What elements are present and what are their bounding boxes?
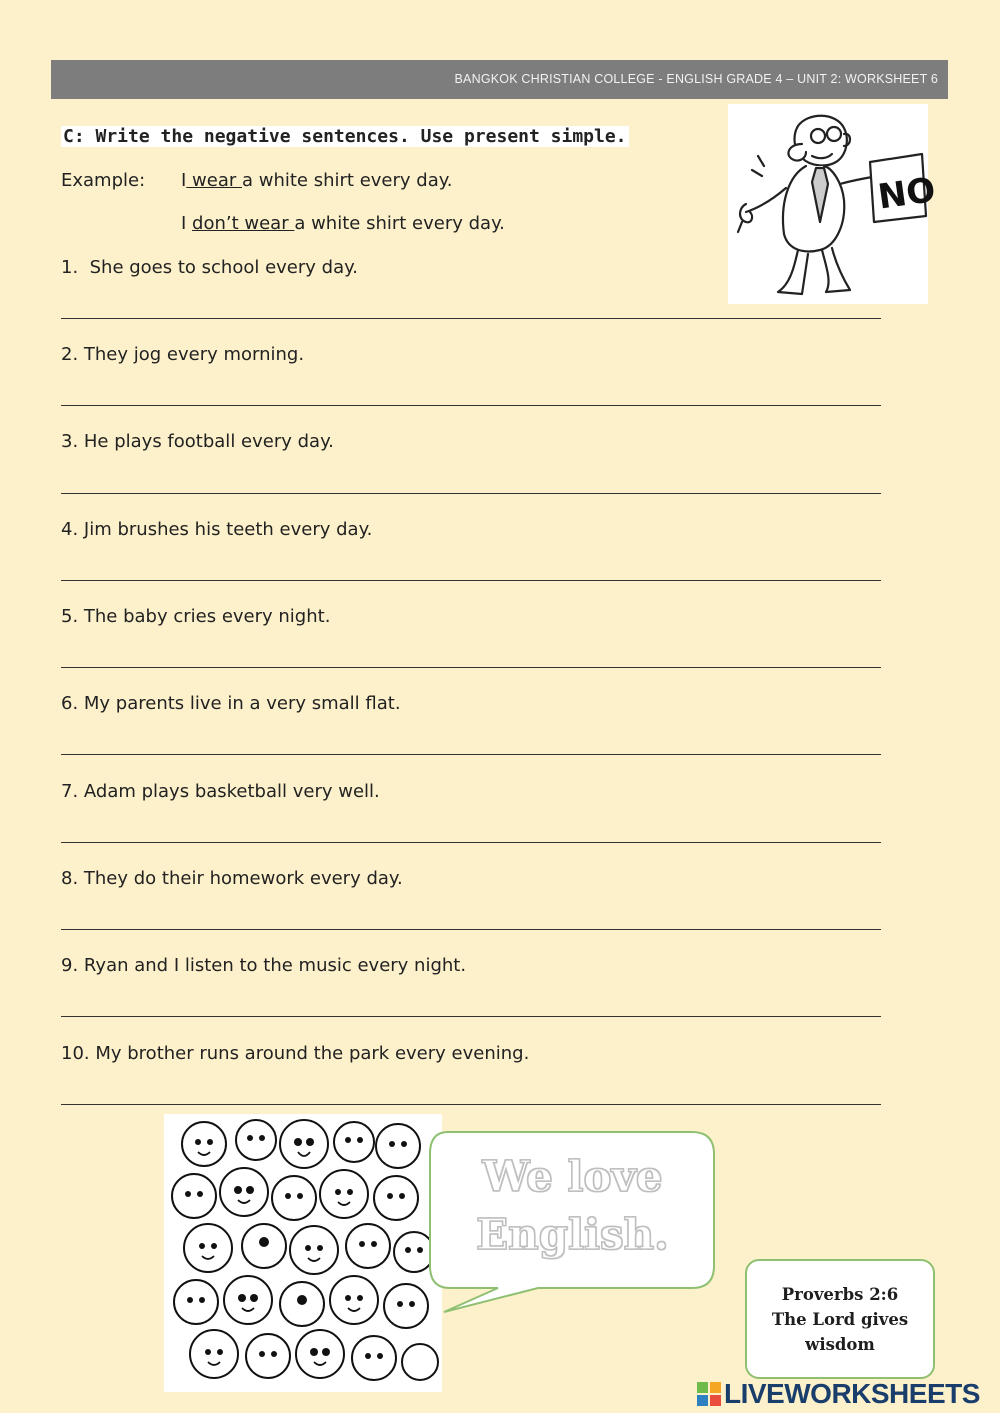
header-title: BANGKOK CHRISTIAN COLLEGE - ENGLISH GRADE 4 – UNIT 2: WORKSHEET 6 bbox=[454, 72, 938, 86]
answer-line-1[interactable] bbox=[61, 318, 881, 319]
example-negative-post: a white shirt every day. bbox=[294, 213, 505, 234]
liveworksheets-logo[interactable] bbox=[697, 1378, 980, 1410]
proverb-reference: Proverbs 2:6 bbox=[781, 1284, 899, 1304]
answer-line-2[interactable] bbox=[61, 405, 881, 406]
question-10: 10. My brother runs around the park every evening. bbox=[61, 1043, 530, 1064]
question-5: 5. The baby cries every night. bbox=[61, 606, 331, 627]
proverb-line-3: wisdom bbox=[805, 1334, 875, 1354]
example-negative-sentence bbox=[181, 213, 505, 234]
proverb-box bbox=[745, 1259, 935, 1379]
question-6: 6. My parents live in a very small flat. bbox=[61, 693, 401, 714]
liveworksheets-logo-icon bbox=[697, 1382, 721, 1406]
question-7: 7. Adam plays basketball very well. bbox=[61, 781, 380, 802]
example-negative-underlined-verb: don’t wear bbox=[192, 213, 295, 234]
question-4: 4. Jim brushes his teeth every day. bbox=[61, 519, 373, 540]
example-post: a white shirt every day. bbox=[241, 170, 453, 191]
speech-bubble-line-1: We love bbox=[482, 1152, 663, 1201]
question-2: 2. They jog every morning. bbox=[61, 344, 305, 365]
question-8: 8. They do their homework every day. bbox=[61, 868, 403, 889]
answer-line-5[interactable] bbox=[61, 667, 881, 668]
answer-line-4[interactable] bbox=[61, 580, 881, 581]
example-underlined-verb: wear bbox=[186, 170, 242, 191]
speech-bubble-text bbox=[430, 1148, 715, 1264]
answer-line-8[interactable] bbox=[61, 929, 881, 930]
instruction-heading: C: Write the negative sentences. Use present simple. bbox=[63, 126, 627, 147]
liveworksheets-logo-text: LIVEWORKSHEETS bbox=[724, 1378, 980, 1409]
cartoon-man-no-sign bbox=[728, 104, 938, 304]
header-bar bbox=[51, 60, 948, 99]
speech-bubble-line-2: English. bbox=[476, 1210, 669, 1259]
question-3: 3. He plays football every day. bbox=[61, 431, 334, 452]
example-negative-pre: I bbox=[181, 213, 193, 234]
answer-line-9[interactable] bbox=[61, 1016, 881, 1017]
question-1: 1. She goes to school every day. bbox=[61, 257, 358, 278]
example-pre: I bbox=[181, 170, 187, 191]
cartoon-illustration bbox=[728, 104, 938, 304]
answer-line-6[interactable] bbox=[61, 754, 881, 755]
answer-line-7[interactable] bbox=[61, 842, 881, 843]
answer-line-3[interactable] bbox=[61, 493, 881, 494]
cartoon-sign-text: NO bbox=[875, 169, 938, 218]
question-9: 9. Ryan and I listen to the music every night. bbox=[61, 955, 467, 976]
example-label: Example: bbox=[61, 170, 146, 191]
proverb-line-2: The Lord gives bbox=[771, 1309, 909, 1329]
example-sentence bbox=[181, 170, 453, 191]
answer-line-10[interactable] bbox=[61, 1104, 881, 1105]
doodle-monsters-image bbox=[164, 1114, 442, 1392]
doodle-illustration bbox=[164, 1114, 442, 1392]
